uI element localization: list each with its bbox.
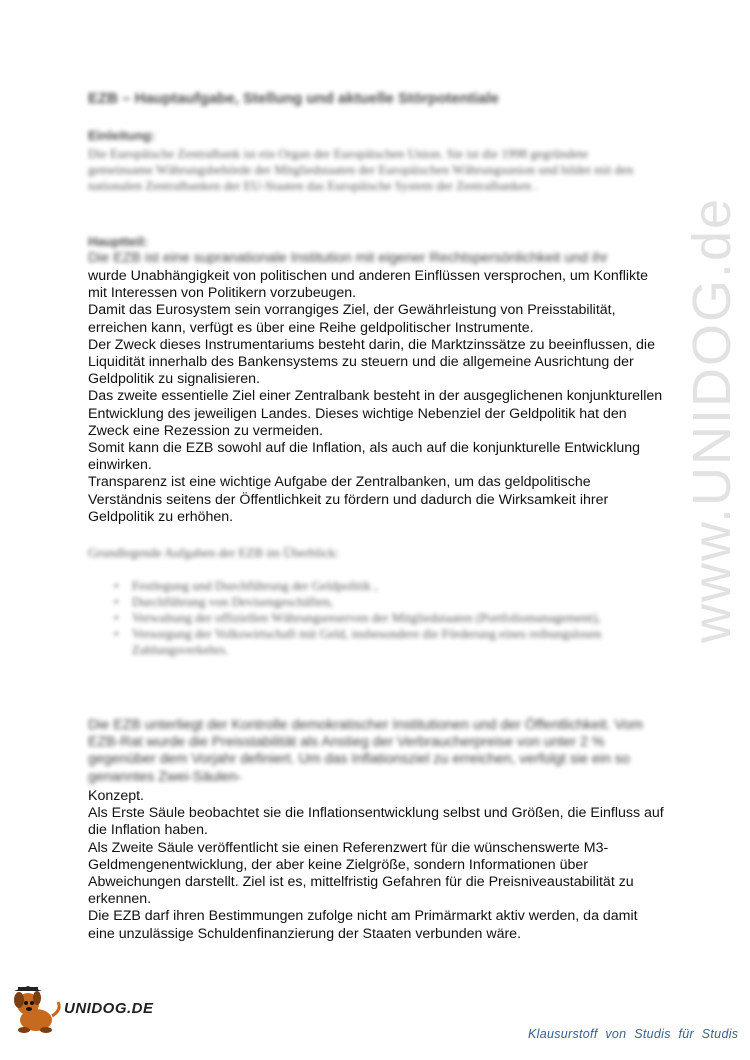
main-paragraph: Somit kann die EZB sowohl auf die Inflation, als auch auf die konjunkturelle Entwicklung einwirken. <box>88 440 641 474</box>
control-blurred-text: Die EZB unterliegt der Kontrolle demokratischer Institutionen und der Öffentlichkeit. Vom EZB-Rat wurde die Preisstabilität als Anstieg der Verbraucherpreise von unter 2 % gegenüber dem Vorjahr definiert. Um das Inflationsziel zu erreichen, verfolgt sie ein so genanntes Zwei-Säulen- <box>88 717 643 785</box>
control-blurred <box>88 717 668 786</box>
list-item: • Versorgung der Volkswirtschaft mit Geld, insbesondere die Förderung eines reibungslosen Zahlungsverkehrs. <box>110 626 650 658</box>
main-paragraph: Das zweite essentielle Ziel einer Zentralbank besteht in der ausgeglichenen konjunkturellen Entwicklung des jeweiligen Landes. Dieses wichtige Nebenziel der Geldpolitik hat den Zweck eine Rezession zu vermeiden. <box>88 388 663 439</box>
main-paragraph: Der Zweck dieses Instrumentariums besteht darin, die Marktzinssätze zu beeinflussen, die Liquidität innerhalb des Bankensystems zu steuern und die allgemeine Ausrichtung der Geldpolitik zu signalisieren. <box>88 336 655 388</box>
main-paragraph: Transparenz ist eine wichtige Aufgabe der Zentralbanken, um das geldpolitische Verständnis seitens der Öffentlichkeit zu fördern und dadurch die Wirksamkeit ihrer Geldpolitik zu erhöhen. <box>88 474 609 525</box>
tasks-list <box>110 578 650 658</box>
control-body <box>88 788 668 943</box>
footer-tagline: Klausurstoff von Studis für Studis <box>528 1027 739 1041</box>
list-item: • Verwaltung der offiziellen Währungsreserven der Mitgliedstaaten (Portfoliomanagement), <box>110 610 650 626</box>
main-heading: Hauptteil: <box>88 234 148 249</box>
control-paragraph: Konzept. <box>88 788 145 804</box>
dog-mascot-icon <box>6 984 66 1036</box>
logo-text: UNIDOG.DE <box>64 1000 154 1017</box>
control-paragraph: Als Erste Säule beobachtet sie die Inflationsentwicklung selbst und Größen, die Einfluss auf die Inflation haben. <box>88 805 664 839</box>
main-body <box>88 268 668 526</box>
document-title: EZB – Hauptaufgabe, Stellung und aktuelle Störpotentiale <box>88 90 499 107</box>
intro-text: Die Europäische Zentralbank ist ein Organ der Europäischen Union. Sie ist die 1998 gegründete gemeinsame Währungsbehörde der Mitgliedstaaten der Europäischen Währungsunion und bildet mit den nationalen Zentralbanken der EU-Staaten das Europäische System der Zentralbanken . <box>88 146 634 193</box>
control-paragraph: Die EZB darf ihren Bestimmungen zufolge nicht am Primärmarkt aktiv werden, da damit eine unzulässige Schuldenfinanzierung der Staaten verbunden wäre. <box>88 908 638 942</box>
unidog-logo <box>6 984 166 1036</box>
control-paragraph: Als Zweite Säule veröffentlicht sie einen Referenzwert für die wünschenswerte M3-Geldmengenentwicklung, der aber keine Zielgröße, sondern Informationen über Abweichungen darstellt. Ziel ist es, mittelfristig Gefahren für die Preisniveaustabilität zu erkennen. <box>88 839 634 908</box>
main-first-line-text: Die EZB ist eine supranationale Institution mit eigener Rechtspersönlichkeit und ihr <box>88 250 608 266</box>
list-item: • Festlegung und Durchführung der Geldpolitik , <box>110 578 650 594</box>
main-paragraph: Damit das Eurosystem sein vorrangiges Ziel, der Gewährleistung von Preisstabilität, erreichen kann, verfügt es über eine Reihe geldpolitischer Instrumente. <box>88 302 616 336</box>
watermark: www.UNIDOG.de <box>682 196 742 644</box>
list-item: • Durchführung von Devisengeschäften, <box>110 594 650 610</box>
main-paragraph: wurde Unabhängigkeit von politischen und anderen Einflüssen versprochen, um Konflikte mit Interessen von Politikern vorzubeugen. <box>88 268 648 302</box>
tasks-heading: Grundlegende Aufgaben der EZB im Überblick: <box>88 545 339 560</box>
intro-heading: Einleitung: <box>88 128 156 143</box>
main-first-line <box>88 250 668 267</box>
